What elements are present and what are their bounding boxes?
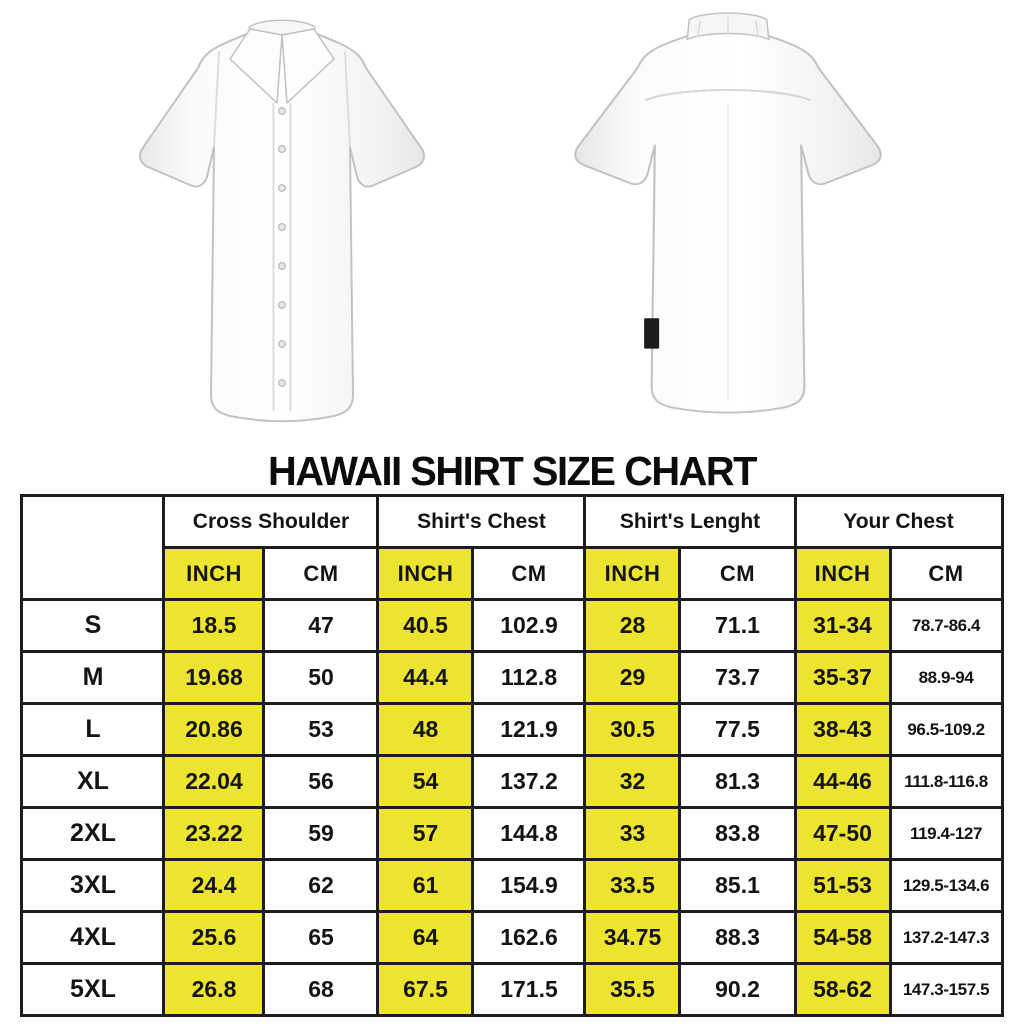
cm-unit-header: CM [890, 548, 1002, 600]
value-cell: 112.8 [473, 652, 585, 704]
size-cell: XL [22, 756, 164, 808]
value-cell: 58-62 [795, 964, 890, 1016]
value-cell: 32 [585, 756, 680, 808]
value-cell: 88.9-94 [890, 652, 1002, 704]
size-rows [22, 600, 1002, 1016]
value-cell: 44.4 [378, 652, 473, 704]
value-cell: 111.8-116.8 [890, 756, 1002, 808]
value-cell: 38-43 [795, 704, 890, 756]
size-cell: 4XL [22, 912, 164, 964]
cm-unit-header: CM [264, 548, 378, 600]
size-cell: S [22, 600, 164, 652]
value-cell: 68 [264, 964, 378, 1016]
value-cell: 65 [264, 912, 378, 964]
group-header-shirts-chest: Shirt's Chest [378, 496, 585, 548]
table-row [22, 704, 1002, 756]
value-cell: 35-37 [795, 652, 890, 704]
value-cell: 56 [264, 756, 378, 808]
units-row [22, 548, 1002, 600]
value-cell: 61 [378, 860, 473, 912]
value-cell: 137.2 [473, 756, 585, 808]
value-cell: 20.86 [164, 704, 264, 756]
value-cell: 85.1 [680, 860, 795, 912]
value-cell: 137.2-147.3 [890, 912, 1002, 964]
value-cell: 78.7-86.4 [890, 600, 1002, 652]
size-cell: M [22, 652, 164, 704]
value-cell: 119.4-127 [890, 808, 1002, 860]
size-cell: 5XL [22, 964, 164, 1016]
value-cell: 77.5 [680, 704, 795, 756]
value-cell: 102.9 [473, 600, 585, 652]
value-cell: 40.5 [378, 600, 473, 652]
value-cell: 31-34 [795, 600, 890, 652]
size-cell: 2XL [22, 808, 164, 860]
value-cell: 26.8 [164, 964, 264, 1016]
value-cell: 64 [378, 912, 473, 964]
group-header-cross-shoulder: Cross Shoulder [164, 496, 378, 548]
size-cell: L [22, 704, 164, 756]
value-cell: 59 [264, 808, 378, 860]
value-cell: 90.2 [680, 964, 795, 1016]
value-cell: 51-53 [795, 860, 890, 912]
group-header-your-chest: Your Chest [795, 496, 1002, 548]
table-row [22, 808, 1002, 860]
page-title: HAWAII SHIRT SIZE CHART [267, 448, 756, 494]
value-cell: 88.3 [680, 912, 795, 964]
size-chart-table [20, 494, 1003, 1017]
value-cell: 19.68 [164, 652, 264, 704]
value-cell: 25.6 [164, 912, 264, 964]
value-cell: 121.9 [473, 704, 585, 756]
value-cell: 129.5-134.6 [890, 860, 1002, 912]
value-cell: 35.5 [585, 964, 680, 1016]
value-cell: 53 [264, 704, 378, 756]
value-cell: 57 [378, 808, 473, 860]
value-cell: 144.8 [473, 808, 585, 860]
cm-unit-header: CM [680, 548, 795, 600]
value-cell: 34.75 [585, 912, 680, 964]
value-cell: 28 [585, 600, 680, 652]
value-cell: 18.5 [164, 600, 264, 652]
value-cell: 33 [585, 808, 680, 860]
table-row [22, 964, 1002, 1016]
value-cell: 62 [264, 860, 378, 912]
group-header-row [22, 496, 1002, 548]
shirt-back-image [529, 6, 927, 443]
shirt-front-svg [97, 6, 467, 448]
shirt-front-image [97, 6, 467, 453]
value-cell: 30.5 [585, 704, 680, 756]
shirt-photos [0, 0, 1024, 452]
value-cell: 54-58 [795, 912, 890, 964]
inch-unit-header: INCH [585, 548, 680, 600]
value-cell: 171.5 [473, 964, 585, 1016]
value-cell: 73.7 [680, 652, 795, 704]
care-tag [644, 318, 659, 348]
value-cell: 22.04 [164, 756, 264, 808]
group-header-shirts-lenght: Shirt's Lenght [585, 496, 795, 548]
value-cell: 50 [264, 652, 378, 704]
inch-unit-header: INCH [378, 548, 473, 600]
value-cell: 54 [378, 756, 473, 808]
value-cell: 29 [585, 652, 680, 704]
value-cell: 71.1 [680, 600, 795, 652]
table-row [22, 756, 1002, 808]
table-row [22, 600, 1002, 652]
value-cell: 81.3 [680, 756, 795, 808]
table-row [22, 912, 1002, 964]
inch-unit-header: INCH [795, 548, 890, 600]
value-cell: 162.6 [473, 912, 585, 964]
value-cell: 67.5 [378, 964, 473, 1016]
value-cell: 23.22 [164, 808, 264, 860]
value-cell: 33.5 [585, 860, 680, 912]
size-cell: 3XL [22, 860, 164, 912]
value-cell: 47 [264, 600, 378, 652]
value-cell: 48 [378, 704, 473, 756]
corner-cell [22, 496, 164, 600]
value-cell: 96.5-109.2 [890, 704, 1002, 756]
value-cell: 47-50 [795, 808, 890, 860]
cm-unit-header: CM [473, 548, 585, 600]
shirt-back-svg [529, 6, 927, 438]
value-cell: 147.3-157.5 [890, 964, 1002, 1016]
value-cell: 154.9 [473, 860, 585, 912]
value-cell: 44-46 [795, 756, 890, 808]
value-cell: 83.8 [680, 808, 795, 860]
table-row [22, 860, 1002, 912]
table-row [22, 652, 1002, 704]
value-cell: 24.4 [164, 860, 264, 912]
inch-unit-header: INCH [164, 548, 264, 600]
